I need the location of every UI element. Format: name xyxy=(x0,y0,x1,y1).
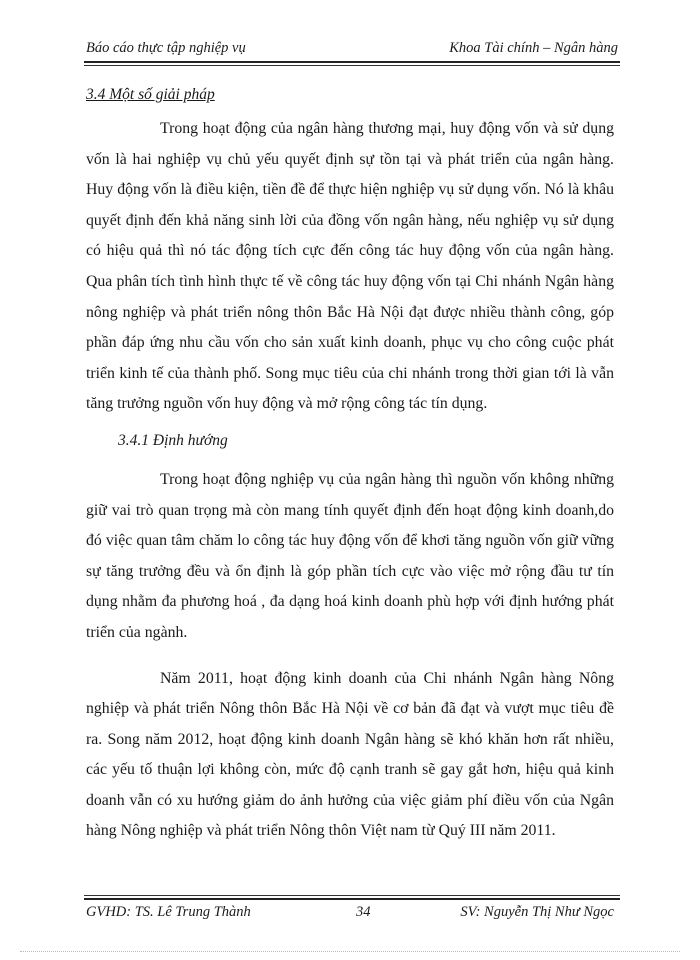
header-rule-thin xyxy=(84,65,620,66)
subsection-paragraph-1: Trong hoạt động nghiệp vụ của ngân hàng thì nguồn vốn không những giữ vai trò quan trọng mà còn mang tính quyết định đến hoạt động kinh doanh,do đó việc quan tâm chăm lo công tác huy động vốn để khơi tăng nguồn vốn giữ vững sự tăng trưởng đều và ổn định là góp phần tích cực vào việc mở rộng đầu tư tín dụng nhằm đa phương hoá , đa dạng hoá kinh doanh phù hợp với định hướng phát triển của ngành. xyxy=(86,470,614,641)
footer-rule-thick xyxy=(84,898,620,900)
footer-rule-thin xyxy=(84,895,620,896)
subsection-paragraph-2: Năm 2011, hoạt động kinh doanh của Chi nhánh Ngân hàng Nông nghiệp và phát triển Nông thôn Bắc Hà Nội về cơ bản đã đạt và vượt mục tiêu đề ra. Song năm 2012, hoạt động kinh doanh Ngân hàng sẽ khó khăn hơn rất nhiều, các yếu tố thuận lợi không còn, mức độ cạnh tranh sẽ gay gắt hơn, hiệu quả kinh doanh vẫn có xu hướng giảm do ảnh hưởng của việc giảm phí điều vốn của Ngân hàng Nông nghiệp và phát triển Nông thôn Việt nam từ Quý III năm 2011. xyxy=(86,669,614,840)
section-heading: 3.4 Một số giải pháp xyxy=(86,86,215,103)
header-report-title: Báo cáo thực tập nghiệp vụ xyxy=(86,40,246,56)
page-footer xyxy=(86,904,618,924)
header-rule-thick xyxy=(84,61,620,63)
page-number: 34 xyxy=(356,904,371,920)
footer-student: SV: Nguyễn Thị Như Ngọc xyxy=(460,904,614,920)
page-body xyxy=(86,85,614,847)
page-edge-divider xyxy=(20,951,680,952)
section-paragraph: Trong hoạt động của ngân hàng thương mại, huy động vốn và sử dụng vốn là hai nghiệp vụ chủ yếu quyết định sự tồn tại và phát triển của ngân hàng. Huy động vốn là điều kiện, tiền đề để thực hiện nghiệp vụ sử dụng vốn. Nó là khâu quyết định đến khả năng sinh lời của đồng vốn ngân hàng, nếu nghiệp vụ sử dụng có hiệu quả thì nó tác động tích cực đến công tác huy động vốn của ngân hàng. Qua phân tích tình hình thực tế về công tác huy động vốn tại Chi nhánh Ngân hàng nông nghiệp và phát triển nông thôn Bắc Hà Nội đạt được nhiều thành công, góp phần đáp ứng nhu cầu vốn cho sản xuất kinh doanh, phục vụ cho công cuộc phát triển kinh tế của thành phố. Song mục tiêu của chi nhánh trong thời gian tới là vẫn tăng trưởng nguồn vốn huy động và mở rộng công tác tín dụng. xyxy=(86,120,614,413)
subsection-heading: 3.4.1 Định hướng xyxy=(118,431,228,449)
header-faculty: Khoa Tài chính – Ngân hàng xyxy=(449,40,618,56)
footer-supervisor: GVHD: TS. Lê Trung Thành xyxy=(86,904,251,920)
page-header xyxy=(86,40,618,60)
paragraph-spacer xyxy=(86,649,614,664)
